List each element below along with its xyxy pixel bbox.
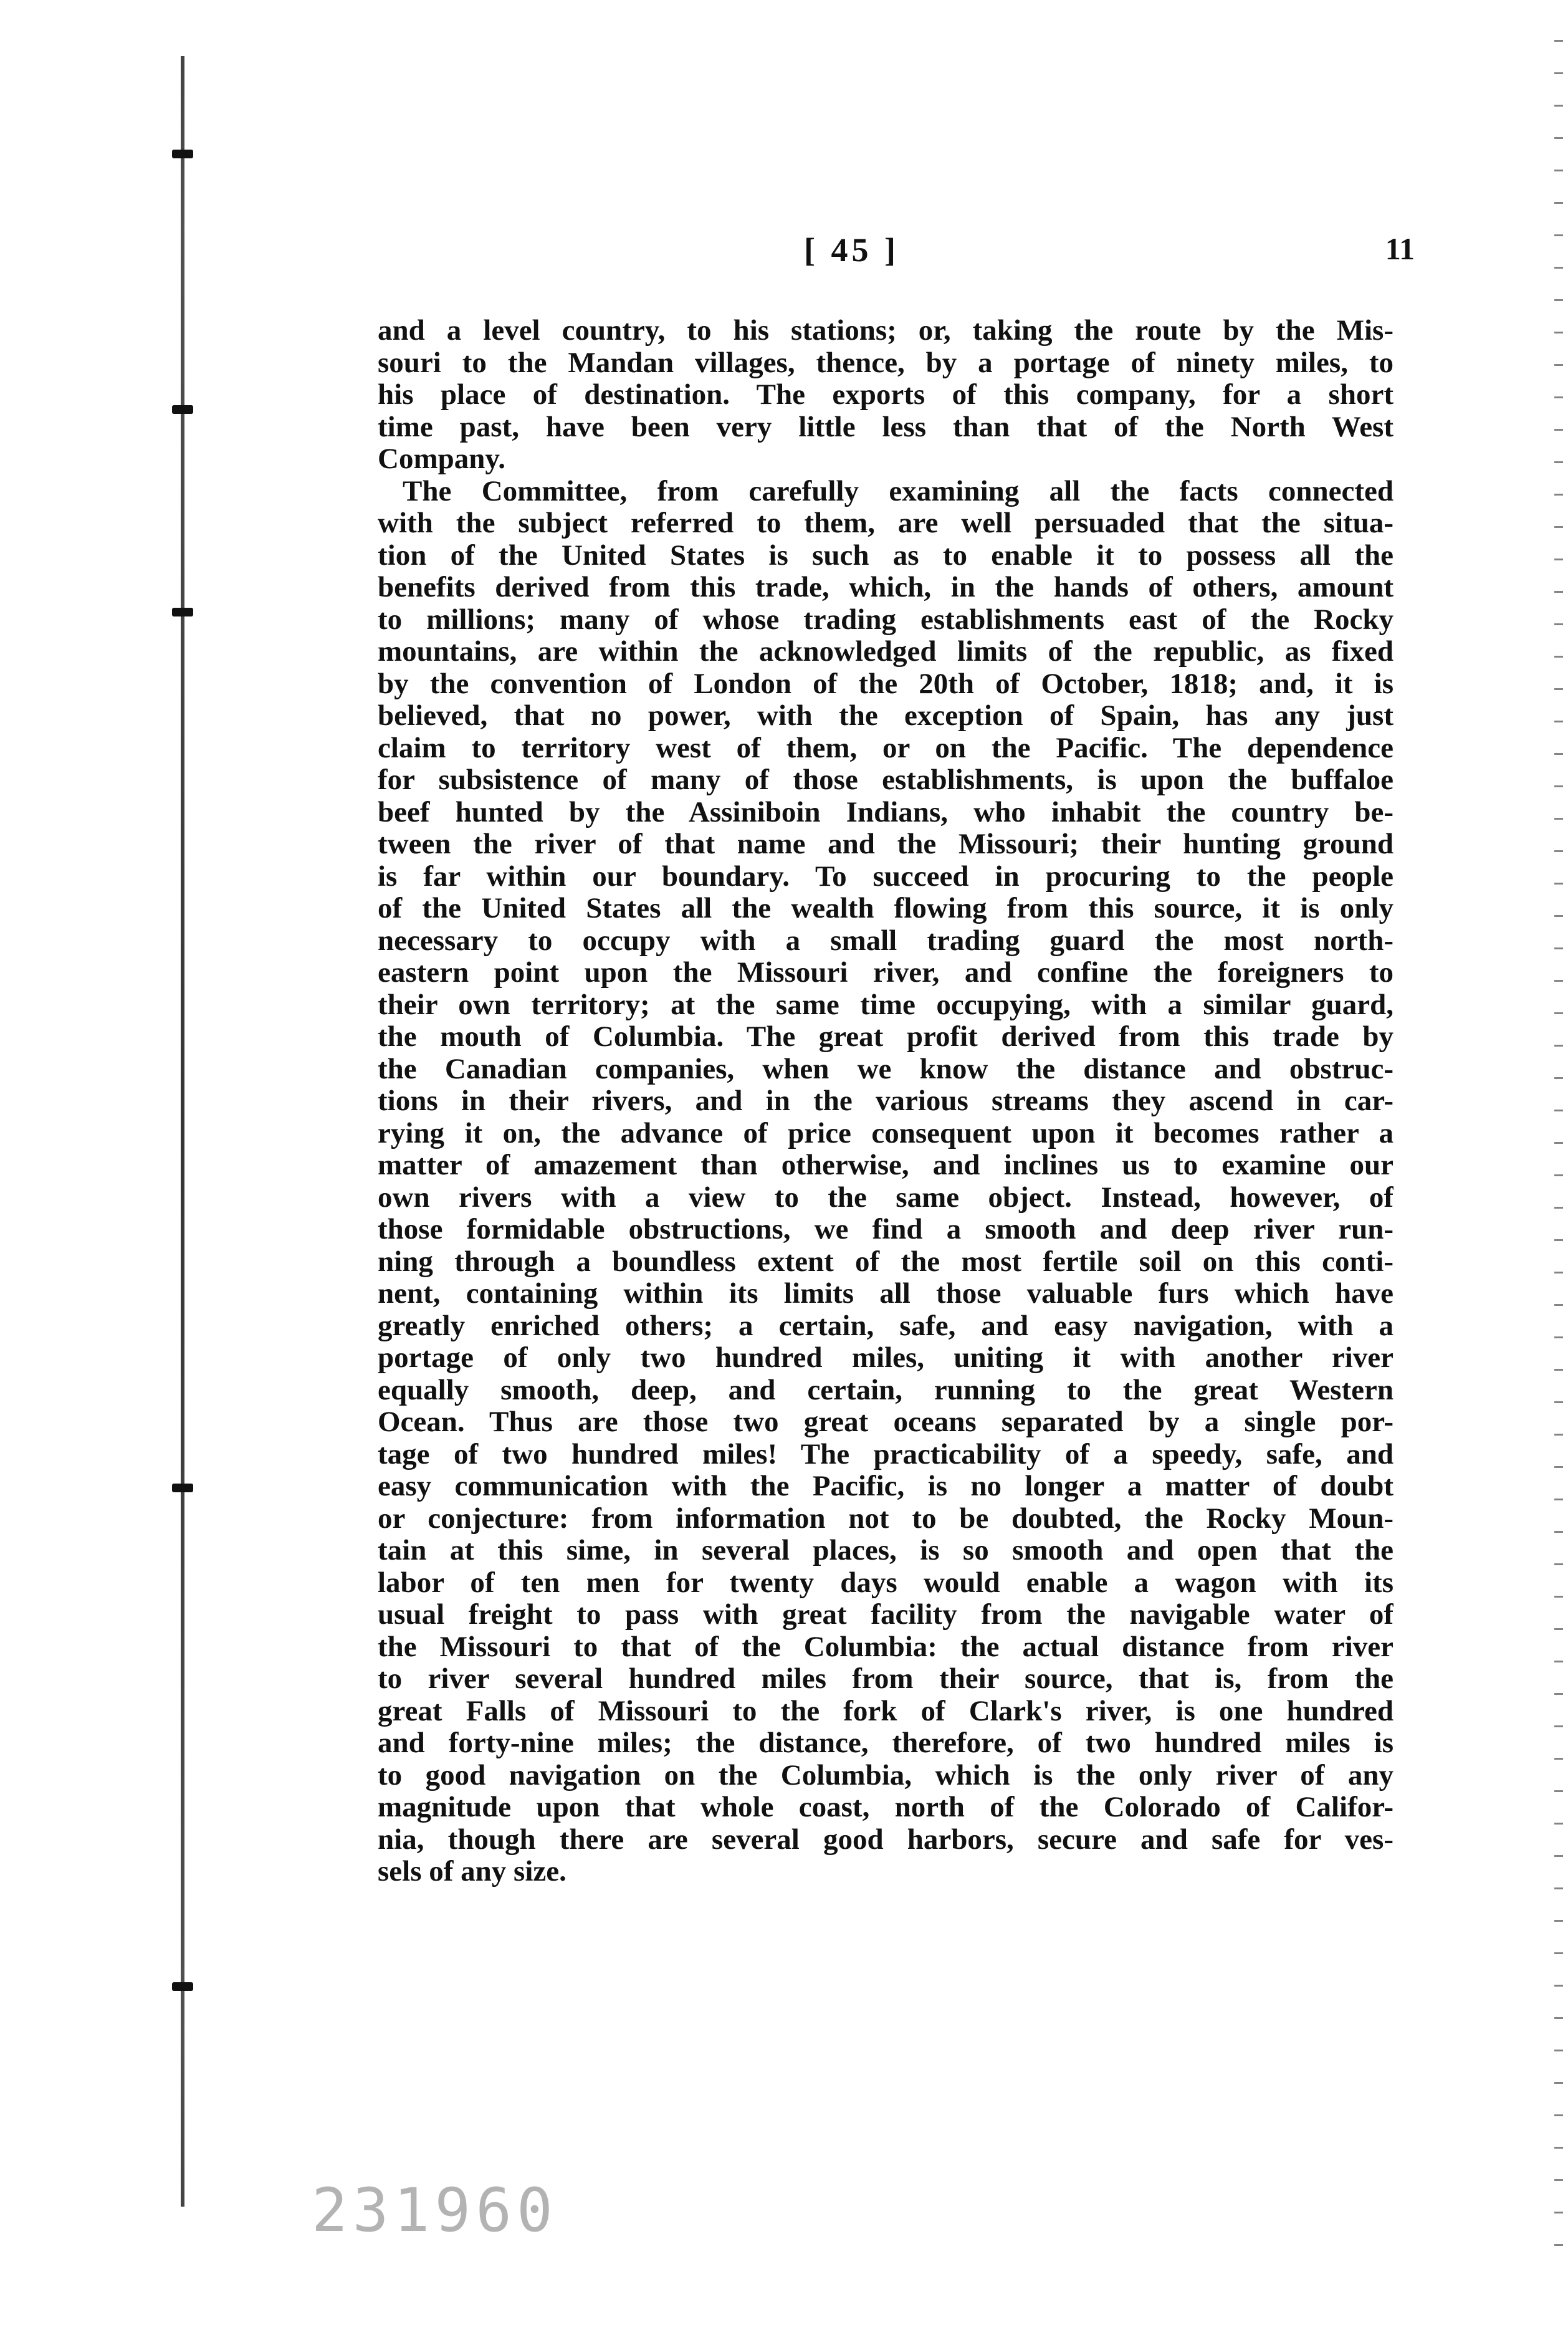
binding-mark xyxy=(172,608,193,616)
text-line: their own territory; at the same time occupying, with a similar guard, xyxy=(378,989,1394,1021)
text-line: easy communication with the Pacific, is no longer a matter of doubt xyxy=(378,1470,1394,1502)
signature-mark: 11 xyxy=(1385,231,1415,266)
text-line: portage of only two hundred miles, uniting it with another river xyxy=(378,1342,1394,1374)
text-line: is far within our boundary. To succeed in procuring to the people xyxy=(378,860,1394,893)
text-line: magnitude upon that whole coast, north of the Colorado of Califor- xyxy=(378,1791,1394,1823)
text-line: the Canadian companies, when we know the distance and obstruc- xyxy=(378,1053,1394,1085)
text-line: tage of two hundred miles! The practicability of a speedy, safe, and xyxy=(378,1438,1394,1470)
text-line: ning through a boundless extent of the most fertile soil on this conti- xyxy=(378,1245,1394,1278)
text-line: rying it on, the advance of price consequent upon it becomes rather a xyxy=(378,1117,1394,1149)
text-line: sels of any size. xyxy=(378,1856,566,1887)
text-line: Company. xyxy=(378,443,506,475)
text-line: and a level country, to his stations; or, taking the route by the Mis- xyxy=(378,315,1394,347)
text-line: by the convention of London of the 20th of October, 1818; and, it is xyxy=(378,668,1394,700)
page-header xyxy=(804,231,1415,281)
text-line: and forty-nine miles; the distance, therefore, of two hundred miles is xyxy=(378,1727,1394,1759)
text-line: his place of destination. The exports of this company, for a short xyxy=(378,379,1394,411)
text-line: tween the river of that name and the Missouri; their hunting ground xyxy=(378,828,1394,860)
text-line: eastern point upon the Missouri river, and confine the foreigners to xyxy=(378,957,1394,989)
text-line: time past, have been very little less than that of the North West xyxy=(378,411,1394,443)
text-line: the mouth of Columbia. The great profit derived from this trade by xyxy=(378,1021,1394,1053)
text-line: with the subject referred to them, are well persuaded that the situa- xyxy=(378,507,1394,539)
page-right-edge xyxy=(1554,25,1563,2269)
text-line: nent, containing within its limits all those valuable furs which have xyxy=(378,1278,1394,1310)
text-line: to millions; many of whose trading establishments east of the Rocky xyxy=(378,603,1394,636)
binding-line xyxy=(181,56,184,2207)
text-line: beef hunted by the Assiniboin Indians, who inhabit the country be- xyxy=(378,796,1394,828)
text-line: necessary to occupy with a small trading guard the most north- xyxy=(378,924,1394,957)
binding-edge xyxy=(170,56,194,2207)
text-line: matter of amazement than otherwise, and inclines us to examine our xyxy=(378,1149,1394,1181)
binding-mark xyxy=(172,1484,193,1492)
text-line: usual freight to pass with great facility from the navigable water of xyxy=(378,1599,1394,1631)
text-line: for subsistence of many of those establishments, is upon the buffaloe xyxy=(378,764,1394,796)
binding-mark xyxy=(172,405,193,414)
text-line: great Falls of Missouri to the fork of Clark's river, is one hundred xyxy=(378,1695,1394,1727)
text-line: believed, that no power, with the exception of Spain, has any just xyxy=(378,700,1394,732)
binding-mark xyxy=(172,1982,193,1991)
text-line: benefits derived from this trade, which, in the hands of others, amount xyxy=(378,572,1394,603)
text-line: equally smooth, deep, and certain, running to the great Western xyxy=(378,1374,1394,1406)
text-line: souri to the Mandan villages, thence, by a portage of ninety miles, to xyxy=(378,347,1394,379)
text-line: tain at this sime, in several places, is so smooth and open that the xyxy=(378,1535,1394,1566)
text-line: nia, though there are several good harbors, secure and safe for ves- xyxy=(378,1823,1394,1856)
binding-mark xyxy=(172,150,193,158)
text-line: tions in their rivers, and in the various streams they ascend in car- xyxy=(378,1085,1394,1117)
text-line: greatly enriched others; a certain, safe, and easy navigation, with a xyxy=(378,1310,1394,1342)
text-line: The Committee, from carefully examining all the facts connected xyxy=(403,475,1394,507)
library-stamp: 231960 xyxy=(312,2175,558,2245)
text-line: tion of the United States is such as to enable it to possess all the xyxy=(378,539,1394,572)
text-line: those formidable obstructions, we find a smooth and deep river run- xyxy=(378,1214,1394,1245)
text-line: own rivers with a view to the same object. Instead, however, of xyxy=(378,1181,1394,1214)
text-line: of the United States all the wealth flowing from this source, it is only xyxy=(378,893,1394,924)
text-line: to good navigation on the Columbia, which is the only river of any xyxy=(378,1759,1394,1791)
text-line: mountains, are within the acknowledged limits of the republic, as fixed xyxy=(378,636,1394,668)
body-text xyxy=(378,315,1394,1888)
page-number: [ 45 ] xyxy=(804,231,899,269)
text-line: the Missouri to that of the Columbia: the actual distance from river xyxy=(378,1631,1394,1663)
text-line: labor of ten men for twenty days would enable a wagon with its xyxy=(378,1566,1394,1599)
text-line: or conjecture: from information not to be doubted, the Rocky Moun- xyxy=(378,1502,1394,1535)
text-line: Ocean. Thus are those two great oceans separated by a single por- xyxy=(378,1406,1394,1438)
text-line: claim to territory west of them, or on the Pacific. The dependence xyxy=(378,732,1394,764)
text-line: to river several hundred miles from their source, that is, from the xyxy=(378,1663,1394,1695)
